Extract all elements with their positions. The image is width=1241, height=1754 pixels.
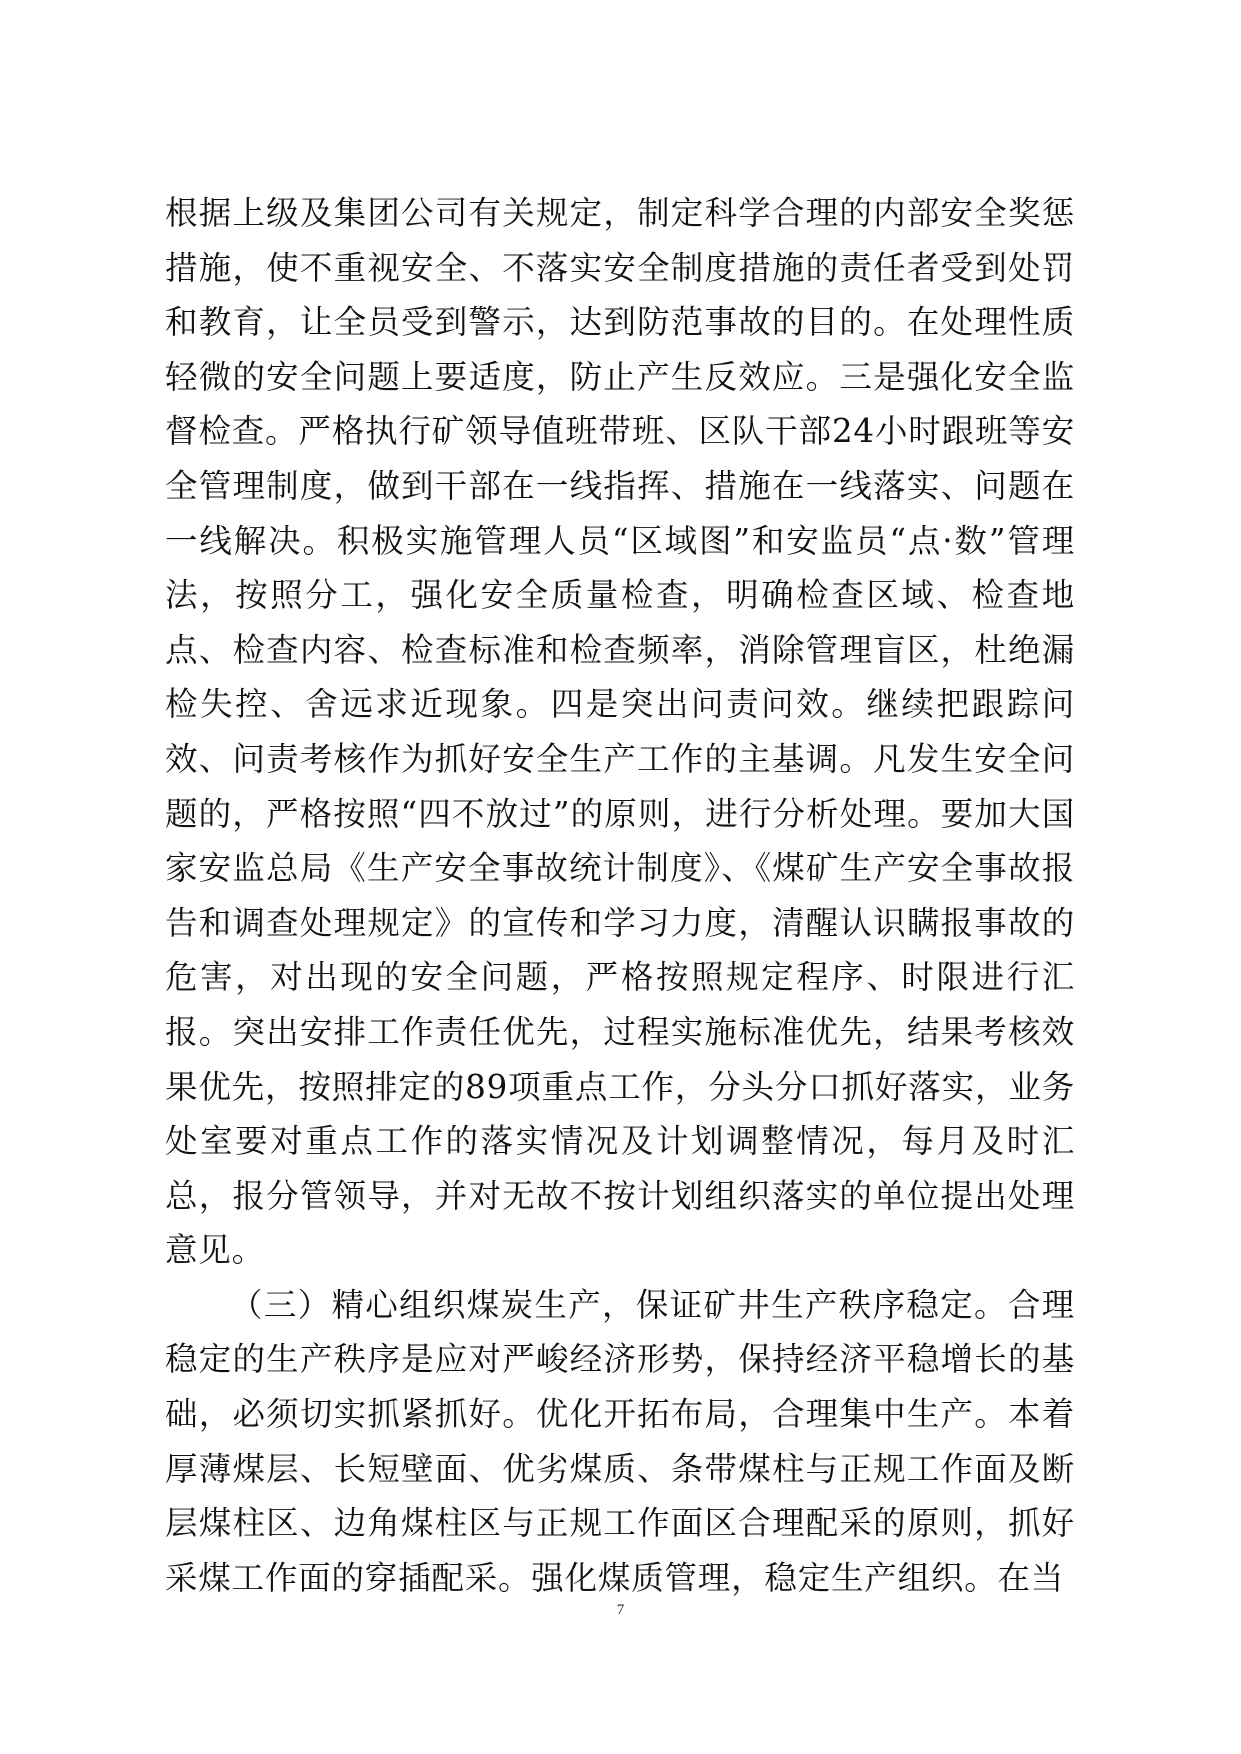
- page-number: 7: [616, 1602, 625, 1618]
- paragraph-section-three: （三）精心组织煤炭生产，保证矿井生产秩序稳定。合理稳定的生产秩序是应对严峻经济形势，保持经济平稳增长的基础，必须切实抓紧抓好。优化开拓布局，合理集中生产。本着厚薄煤层、长短壁面、优劣煤质、条带煤柱与正规工作面及断层煤柱区、边角煤柱区与正规工作面区合理配采的原则，抓好采煤工作面的穿插配采。强化煤质管理，稳定生产组织。在当: [165, 1285, 1075, 1597]
- body-text: [165, 186, 1075, 1605]
- paragraph-continued: 根据上级及集团公司有关规定，制定科学合理的内部安全奖惩措施，使不重视安全、不落实安全制度措施的责任者受到处罚和教育，让全员受到警示，达到防范事故的目的。在处理性质轻微的安全问题上要适度，防止产生反效应。三是强化安全监督检查。严格执行矿领导值班带班、区队干部24小时跟班等安全管理制度，做到干部在一线指挥、措施在一线落实、问题在一线解决。积极实施管理人员“区域图”和安监员“点·数”管理法，按照分工，强化安全质量检查，明确检查区域、检查地点、检查内容、检查标准和检查频率，消除管理盲区，杜绝漏检失控、舍远求近现象。四是突出问责问效。继续把跟踪问效、问责考核作为抓好安全生产工作的主基调。凡发生安全问题的，严格按照“四不放过”的原则，进行分析处理。要加大国家安监总局《生产安全事故统计制度》、《煤矿生产安全事故报告和调查处理规定》的宣传和学习力度，清醒认识瞒报事故的危害，对出现的安全问题，严格按照规定程序、时限进行汇报。突出安排工作责任优先，过程实施标准优先，结果考核效果优先，按照排定的89项重点工作，分头分口抓好落实，业务处室要对重点工作的落实情况及计划调整情况，每月及时汇总，报分管领导，并对无故不按计划组织落实的单位提出处理意见。: [165, 194, 1075, 1270]
